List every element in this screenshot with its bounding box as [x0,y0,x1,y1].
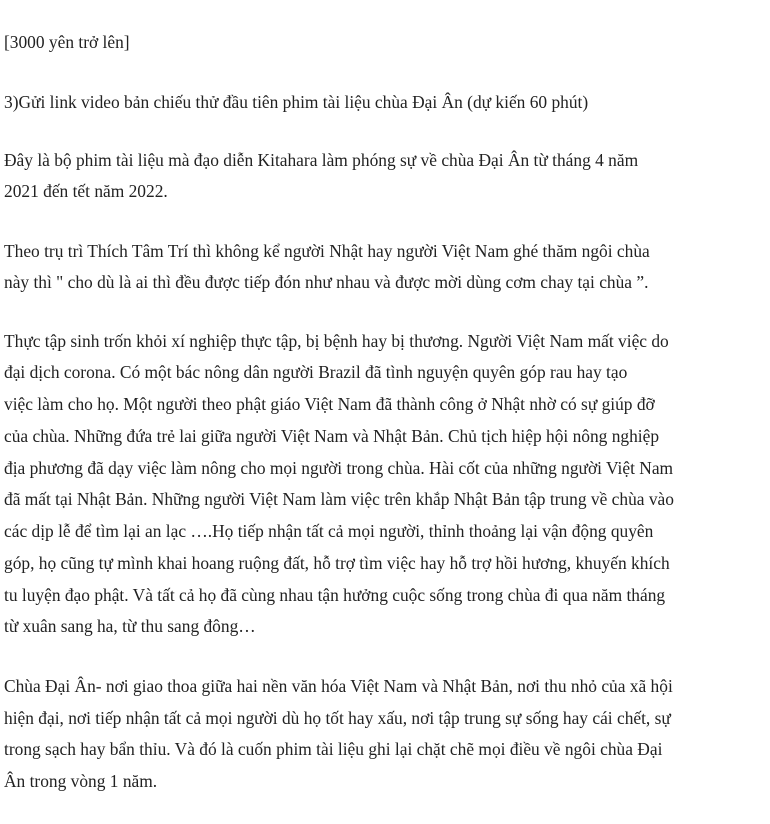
reward-item-line: 3)Gửi link video bản chiếu thử đầu tiên phim tài liệu chùa Đại Ân (dự kiến 60 phút) [4,92,589,112]
paragraph-line: trong sạch hay bẩn thỉu. Và đó là cuốn phim tài liệu ghi lại chặt chẽ mọi điều về ngôi chùa Đại [4,739,663,759]
paragraph-line: việc làm cho họ. Một người theo phật giáo Việt Nam đã thành công ở Nhật nhờ có sự giúp đỡ [4,394,655,414]
paragraph-line: từ xuân sang ha, từ thu sang đông… [4,616,256,636]
paragraph-line: Ân trong vòng 1 năm. [4,771,158,791]
paragraph-line: 2021 đến tết năm 2022. [4,181,168,201]
price-tier-heading: [3000 yên trở lên] [4,32,130,52]
paragraph-line: hiện đại, nơi tiếp nhận tất cả mọi người dù họ tốt hay xấu, nơi tập trung sự sống hay cái chết, sự [4,708,671,728]
paragraph-line: địa phương đã dạy việc làm nông cho mọi người trong chùa. Hài cốt của những người Việt Nam [4,458,674,478]
paragraph-line: Theo trụ trì Thích Tâm Trí thì không kể người Nhật hay người Việt Nam ghé thăm ngôi chùa [4,241,650,261]
paragraph-line: Đây là bộ phim tài liệu mà đạo diễn Kitahara làm phóng sự về chùa Đại Ân từ tháng 4 năm [4,150,639,170]
paragraph-line: đã mất tại Nhật Bản. Những người Việt Nam làm việc trên khắp Nhật Bản tập trung về chùa vào [4,489,674,509]
paragraph-line: này thì " cho dù là ai thì đều được tiếp đón như nhau và được mời dùng cơm chay tại chùa ”. [4,272,649,292]
paragraph-line: góp, họ cũng tự mình khai hoang ruộng đất, hỗ trợ tìm việc hay hỗ trợ hồi hương, khuyến khích [4,553,670,573]
paragraph-line: đại dịch corona. Có một bác nông dân người Brazil đã tình nguyện quyên góp rau hay tạo [4,362,628,382]
paragraph-line: Thực tập sinh trốn khỏi xí nghiệp thực tập, bị bệnh hay bị thương. Người Việt Nam mất việc do [4,331,669,351]
paragraph-line: Chùa Đại Ân- nơi giao thoa giữa hai nền văn hóa Việt Nam và Nhật Bản, nơi thu nhỏ của xã hội [4,676,673,696]
paragraph-line: các dịp lễ để tìm lại an lạc ….Họ tiếp nhận tất cả mọi người, thỉnh thoảng lại vận động quyên [4,521,654,541]
paragraph-line: tu luyện đạo phật. Và tất cả họ đã cùng nhau tận hưởng cuộc sống trong chùa đi qua năm tháng [4,585,666,605]
paragraph-line: của chùa. Những đứa trẻ lai giữa người Việt Nam và Nhật Bản. Chủ tịch hiệp hội nông nghiệp [4,426,660,446]
